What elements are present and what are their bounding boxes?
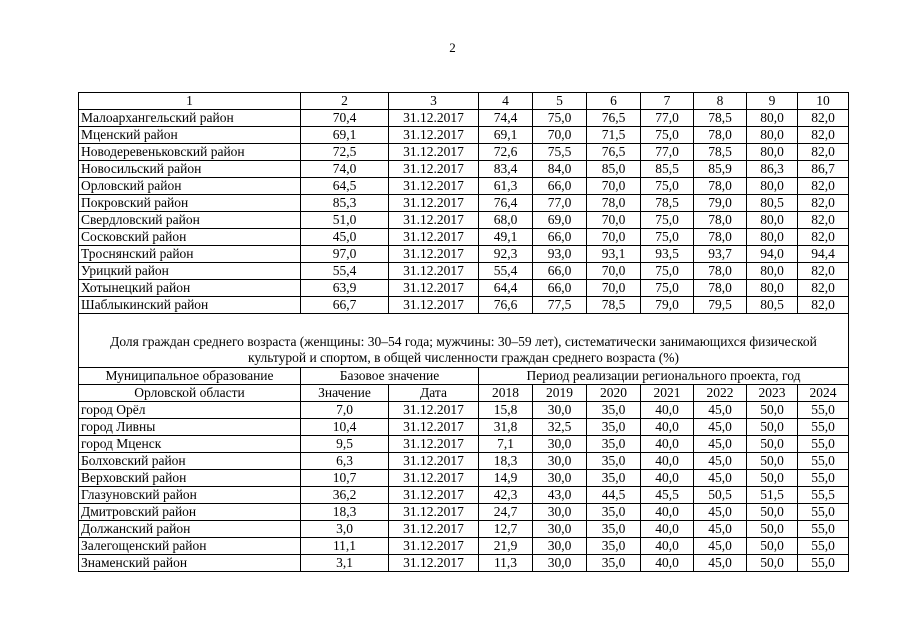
date-cell: 31.12.2017	[389, 555, 479, 572]
value-cell: 82,0	[798, 178, 849, 195]
value-cell: 78,5	[587, 297, 641, 314]
value-cell: 50,0	[747, 538, 798, 555]
value-cell: 9,5	[301, 436, 389, 453]
value-cell: 45,0	[694, 402, 747, 419]
value-cell: 80,5	[747, 195, 798, 212]
date-cell: 31.12.2017	[389, 195, 479, 212]
value-cell: 85,5	[641, 161, 694, 178]
value-cell: 36,2	[301, 487, 389, 504]
value-cell: 50,5	[694, 487, 747, 504]
value-cell: 12,7	[479, 521, 533, 538]
value-cell: 55,0	[798, 504, 849, 521]
value-cell: 55,0	[798, 470, 849, 487]
table-row	[79, 470, 849, 487]
value-cell: 18,3	[301, 504, 389, 521]
table-row	[79, 144, 849, 161]
municipality-name: город Ливны	[79, 419, 301, 436]
table-row	[79, 195, 849, 212]
value-cell: 40,0	[641, 521, 694, 538]
municipality-name: Болховский район	[79, 453, 301, 470]
value-cell: 51,5	[747, 487, 798, 504]
value-cell: 78,0	[694, 280, 747, 297]
value-cell: 15,8	[479, 402, 533, 419]
value-cell: 79,0	[641, 297, 694, 314]
value-cell: 30,0	[533, 402, 587, 419]
value-cell: 55,0	[798, 555, 849, 572]
value-cell: 51,0	[301, 212, 389, 229]
value-cell: 79,0	[694, 195, 747, 212]
value-cell: 30,0	[533, 555, 587, 572]
value-cell: 35,0	[587, 453, 641, 470]
value-cell: 30,0	[533, 436, 587, 453]
value-cell: 3,0	[301, 521, 389, 538]
header-row-1	[79, 368, 849, 385]
table-row	[79, 161, 849, 178]
value-cell: 30,0	[533, 453, 587, 470]
column-number-cell: 4	[479, 93, 533, 110]
table-row	[79, 127, 849, 144]
value-cell: 82,0	[798, 212, 849, 229]
value-cell: 70,0	[587, 178, 641, 195]
value-cell: 6,3	[301, 453, 389, 470]
value-cell: 40,0	[641, 555, 694, 572]
table-row	[79, 280, 849, 297]
value-cell: 44,5	[587, 487, 641, 504]
value-cell: 45,0	[694, 436, 747, 453]
value-cell: 64,4	[479, 280, 533, 297]
value-cell: 35,0	[587, 436, 641, 453]
value-cell: 40,0	[641, 419, 694, 436]
value-cell: 7,1	[479, 436, 533, 453]
section-title: Доля граждан среднего возраста (женщины: 30–54 года; мужчины: 30–59 лет), систематически занимающихся физической культурой и спортом, в общей численности граждан среднего возраста (%)	[79, 314, 849, 368]
date-cell: 31.12.2017	[389, 110, 479, 127]
value-cell: 86,3	[747, 161, 798, 178]
value-cell: 78,0	[694, 229, 747, 246]
value-cell: 11,1	[301, 538, 389, 555]
column-number-cell: 9	[747, 93, 798, 110]
value-cell: 69,0	[533, 212, 587, 229]
value-cell: 30,0	[533, 504, 587, 521]
value-cell: 75,0	[641, 280, 694, 297]
value-cell: 40,0	[641, 504, 694, 521]
value-cell: 94,4	[798, 246, 849, 263]
municipality-name: Знаменский район	[79, 555, 301, 572]
value-cell: 78,0	[694, 127, 747, 144]
value-cell: 77,0	[641, 144, 694, 161]
value-cell: 85,0	[587, 161, 641, 178]
table-row	[79, 297, 849, 314]
value-cell: 69,1	[301, 127, 389, 144]
value-cell: 45,0	[694, 453, 747, 470]
indicators-table	[78, 92, 849, 572]
value-cell: 78,5	[694, 110, 747, 127]
value-cell: 71,5	[587, 127, 641, 144]
value-cell: 40,0	[641, 538, 694, 555]
date-cell: 31.12.2017	[389, 127, 479, 144]
value-cell: 11,3	[479, 555, 533, 572]
value-cell: 50,0	[747, 504, 798, 521]
value-cell: 45,0	[694, 504, 747, 521]
value-cell: 50,0	[747, 453, 798, 470]
value-cell: 78,0	[694, 178, 747, 195]
value-cell: 75,0	[641, 263, 694, 280]
value-cell: 70,0	[587, 212, 641, 229]
value-cell: 80,0	[747, 212, 798, 229]
date-cell: 31.12.2017	[389, 504, 479, 521]
municipality-name: Залегощенский район	[79, 538, 301, 555]
table-row	[79, 246, 849, 263]
value-cell: 70,0	[587, 263, 641, 280]
value-cell: 40,0	[641, 453, 694, 470]
table-row	[79, 402, 849, 419]
value-cell: 68,0	[479, 212, 533, 229]
value-cell: 80,0	[747, 110, 798, 127]
date-cell: 31.12.2017	[389, 246, 479, 263]
table1-body	[79, 93, 849, 314]
value-cell: 35,0	[587, 521, 641, 538]
value-cell: 45,0	[694, 419, 747, 436]
value-cell: 72,6	[479, 144, 533, 161]
value-cell: 14,9	[479, 470, 533, 487]
value-cell: 70,4	[301, 110, 389, 127]
value-cell: 83,4	[479, 161, 533, 178]
value-cell: 75,0	[533, 110, 587, 127]
value-cell: 82,0	[798, 110, 849, 127]
date-cell: 31.12.2017	[389, 161, 479, 178]
table-row	[79, 110, 849, 127]
column-number-cell: 10	[798, 93, 849, 110]
year-header: 2019	[533, 385, 587, 402]
table-row	[79, 263, 849, 280]
year-header: 2023	[747, 385, 798, 402]
table-row	[79, 504, 849, 521]
date-cell: 31.12.2017	[389, 436, 479, 453]
value-cell: 93,7	[694, 246, 747, 263]
value-cell: 85,9	[694, 161, 747, 178]
value-cell: 82,0	[798, 144, 849, 161]
municipality-name: Покровский район	[79, 195, 301, 212]
page-number: 2	[449, 40, 456, 55]
value-cell: 80,0	[747, 178, 798, 195]
value-cell: 55,5	[798, 487, 849, 504]
value-cell: 80,0	[747, 127, 798, 144]
value-cell: 92,3	[479, 246, 533, 263]
value-cell: 45,0	[694, 470, 747, 487]
header-row-2	[79, 385, 849, 402]
value-cell: 82,0	[798, 195, 849, 212]
value-cell: 93,5	[641, 246, 694, 263]
value-cell: 93,0	[533, 246, 587, 263]
value-cell: 45,0	[301, 229, 389, 246]
value-cell: 3,1	[301, 555, 389, 572]
value-cell: 63,9	[301, 280, 389, 297]
value-cell: 86,7	[798, 161, 849, 178]
date-cell: 31.12.2017	[389, 212, 479, 229]
value-cell: 45,0	[694, 538, 747, 555]
value-cell: 50,0	[747, 419, 798, 436]
value-cell: 50,0	[747, 521, 798, 538]
municipality-header-2: Орловской области	[79, 385, 301, 402]
value-cell: 82,0	[798, 263, 849, 280]
value-cell: 40,0	[641, 470, 694, 487]
section-title-row	[79, 314, 849, 368]
year-header: 2020	[587, 385, 641, 402]
value-cell: 24,7	[479, 504, 533, 521]
column-number-cell: 3	[389, 93, 479, 110]
value-cell: 69,1	[479, 127, 533, 144]
value-cell: 80,0	[747, 263, 798, 280]
value-cell: 35,0	[587, 470, 641, 487]
period-header: Период реализации регионального проекта, год	[479, 368, 849, 385]
value-cell: 75,5	[533, 144, 587, 161]
value-cell: 50,0	[747, 555, 798, 572]
municipality-name: Глазуновский район	[79, 487, 301, 504]
value-cell: 31,8	[479, 419, 533, 436]
value-cell: 77,0	[533, 195, 587, 212]
value-cell: 35,0	[587, 555, 641, 572]
value-cell: 45,5	[641, 487, 694, 504]
value-cell: 97,0	[301, 246, 389, 263]
value-cell: 64,5	[301, 178, 389, 195]
value-cell: 78,5	[641, 195, 694, 212]
date-cell: 31.12.2017	[389, 402, 479, 419]
date-cell: 31.12.2017	[389, 521, 479, 538]
date-cell: 31.12.2017	[389, 453, 479, 470]
value-cell: 61,3	[479, 178, 533, 195]
year-header: 2021	[641, 385, 694, 402]
value-cell: 35,0	[587, 538, 641, 555]
value-cell: 82,0	[798, 127, 849, 144]
column-number-cell: 8	[694, 93, 747, 110]
table-row	[79, 453, 849, 470]
value-cell: 66,0	[533, 263, 587, 280]
value-cell: 50,0	[747, 436, 798, 453]
municipality-name: Сосковский район	[79, 229, 301, 246]
year-header: 2018	[479, 385, 533, 402]
value-cell: 76,4	[479, 195, 533, 212]
year-header: 2024	[798, 385, 849, 402]
date-cell: 31.12.2017	[389, 419, 479, 436]
value-cell: 43,0	[533, 487, 587, 504]
section2-header	[79, 314, 849, 402]
value-cell: 79,5	[694, 297, 747, 314]
value-cell: 75,0	[641, 178, 694, 195]
value-cell: 10,7	[301, 470, 389, 487]
table-row	[79, 487, 849, 504]
value-cell: 85,3	[301, 195, 389, 212]
municipality-name: город Орёл	[79, 402, 301, 419]
value-cell: 55,0	[798, 419, 849, 436]
value-cell: 35,0	[587, 504, 641, 521]
municipality-name: Троснянский район	[79, 246, 301, 263]
value-cell: 80,0	[747, 144, 798, 161]
value-cell: 32,5	[533, 419, 587, 436]
date-cell: 31.12.2017	[389, 297, 479, 314]
value-cell: 45,0	[694, 521, 747, 538]
value-cell: 21,9	[479, 538, 533, 555]
value-cell: 76,5	[587, 144, 641, 161]
date-cell: 31.12.2017	[389, 178, 479, 195]
municipality-name: Свердловский район	[79, 212, 301, 229]
table-row	[79, 178, 849, 195]
municipality-name: Малоархангельский район	[79, 110, 301, 127]
value-cell: 74,4	[479, 110, 533, 127]
date-cell: 31.12.2017	[389, 538, 479, 555]
value-cell: 78,0	[694, 212, 747, 229]
value-cell: 10,4	[301, 419, 389, 436]
value-header: Значение	[301, 385, 389, 402]
value-cell: 94,0	[747, 246, 798, 263]
value-cell: 55,0	[798, 402, 849, 419]
municipality-name: город Мценск	[79, 436, 301, 453]
municipality-header-1: Муниципальное образование	[79, 368, 301, 385]
column-number-cell: 6	[587, 93, 641, 110]
value-cell: 35,0	[587, 419, 641, 436]
value-cell: 93,1	[587, 246, 641, 263]
municipality-name: Дмитровский район	[79, 504, 301, 521]
value-cell: 77,0	[641, 110, 694, 127]
value-cell: 50,0	[747, 402, 798, 419]
value-cell: 45,0	[694, 555, 747, 572]
value-cell: 66,0	[533, 280, 587, 297]
value-cell: 72,5	[301, 144, 389, 161]
value-cell: 75,0	[641, 127, 694, 144]
value-cell: 66,0	[533, 229, 587, 246]
value-cell: 78,0	[694, 263, 747, 280]
municipality-name: Верховский район	[79, 470, 301, 487]
value-cell: 35,0	[587, 402, 641, 419]
value-cell: 18,3	[479, 453, 533, 470]
value-cell: 42,3	[479, 487, 533, 504]
date-cell: 31.12.2017	[389, 487, 479, 504]
table-row	[79, 436, 849, 453]
municipality-name: Должанский район	[79, 521, 301, 538]
date-cell: 31.12.2017	[389, 263, 479, 280]
value-cell: 55,0	[798, 436, 849, 453]
base-value-header: Базовое значение	[301, 368, 479, 385]
date-cell: 31.12.2017	[389, 470, 479, 487]
table-row	[79, 419, 849, 436]
value-cell: 7,0	[301, 402, 389, 419]
municipality-name: Мценский район	[79, 127, 301, 144]
value-cell: 75,0	[641, 212, 694, 229]
value-cell: 55,0	[798, 538, 849, 555]
table2-body	[79, 402, 849, 572]
value-cell: 80,0	[747, 229, 798, 246]
value-cell: 77,5	[533, 297, 587, 314]
value-cell: 55,0	[798, 453, 849, 470]
value-cell: 75,0	[641, 229, 694, 246]
value-cell: 80,5	[747, 297, 798, 314]
value-cell: 80,0	[747, 280, 798, 297]
table-row	[79, 229, 849, 246]
municipality-name: Урицкий район	[79, 263, 301, 280]
value-cell: 66,0	[533, 178, 587, 195]
value-cell: 55,4	[479, 263, 533, 280]
value-cell: 40,0	[641, 436, 694, 453]
date-header: Дата	[389, 385, 479, 402]
value-cell: 76,5	[587, 110, 641, 127]
municipality-name: Новодеревеньковский район	[79, 144, 301, 161]
value-cell: 82,0	[798, 229, 849, 246]
value-cell: 55,0	[798, 521, 849, 538]
value-cell: 50,0	[747, 470, 798, 487]
value-cell: 82,0	[798, 280, 849, 297]
table-row	[79, 555, 849, 572]
column-number-cell: 5	[533, 93, 587, 110]
table-row	[79, 521, 849, 538]
table-row	[79, 212, 849, 229]
value-cell: 55,4	[301, 263, 389, 280]
value-cell: 84,0	[533, 161, 587, 178]
value-cell: 78,0	[587, 195, 641, 212]
column-number-cell: 7	[641, 93, 694, 110]
value-cell: 30,0	[533, 470, 587, 487]
table-row	[79, 538, 849, 555]
date-cell: 31.12.2017	[389, 144, 479, 161]
value-cell: 70,0	[533, 127, 587, 144]
value-cell: 74,0	[301, 161, 389, 178]
date-cell: 31.12.2017	[389, 280, 479, 297]
municipality-name: Хотынецкий район	[79, 280, 301, 297]
value-cell: 82,0	[798, 297, 849, 314]
municipality-name: Новосильский район	[79, 161, 301, 178]
value-cell: 76,6	[479, 297, 533, 314]
value-cell: 49,1	[479, 229, 533, 246]
value-cell: 30,0	[533, 521, 587, 538]
municipality-name: Шаблыкинский район	[79, 297, 301, 314]
value-cell: 70,0	[587, 229, 641, 246]
value-cell: 78,5	[694, 144, 747, 161]
column-number-cell: 2	[301, 93, 389, 110]
municipality-name: Орловский район	[79, 178, 301, 195]
value-cell: 40,0	[641, 402, 694, 419]
column-number-row	[79, 93, 849, 110]
column-number-cell: 1	[79, 93, 301, 110]
date-cell: 31.12.2017	[389, 229, 479, 246]
value-cell: 30,0	[533, 538, 587, 555]
value-cell: 66,7	[301, 297, 389, 314]
year-header: 2022	[694, 385, 747, 402]
value-cell: 70,0	[587, 280, 641, 297]
